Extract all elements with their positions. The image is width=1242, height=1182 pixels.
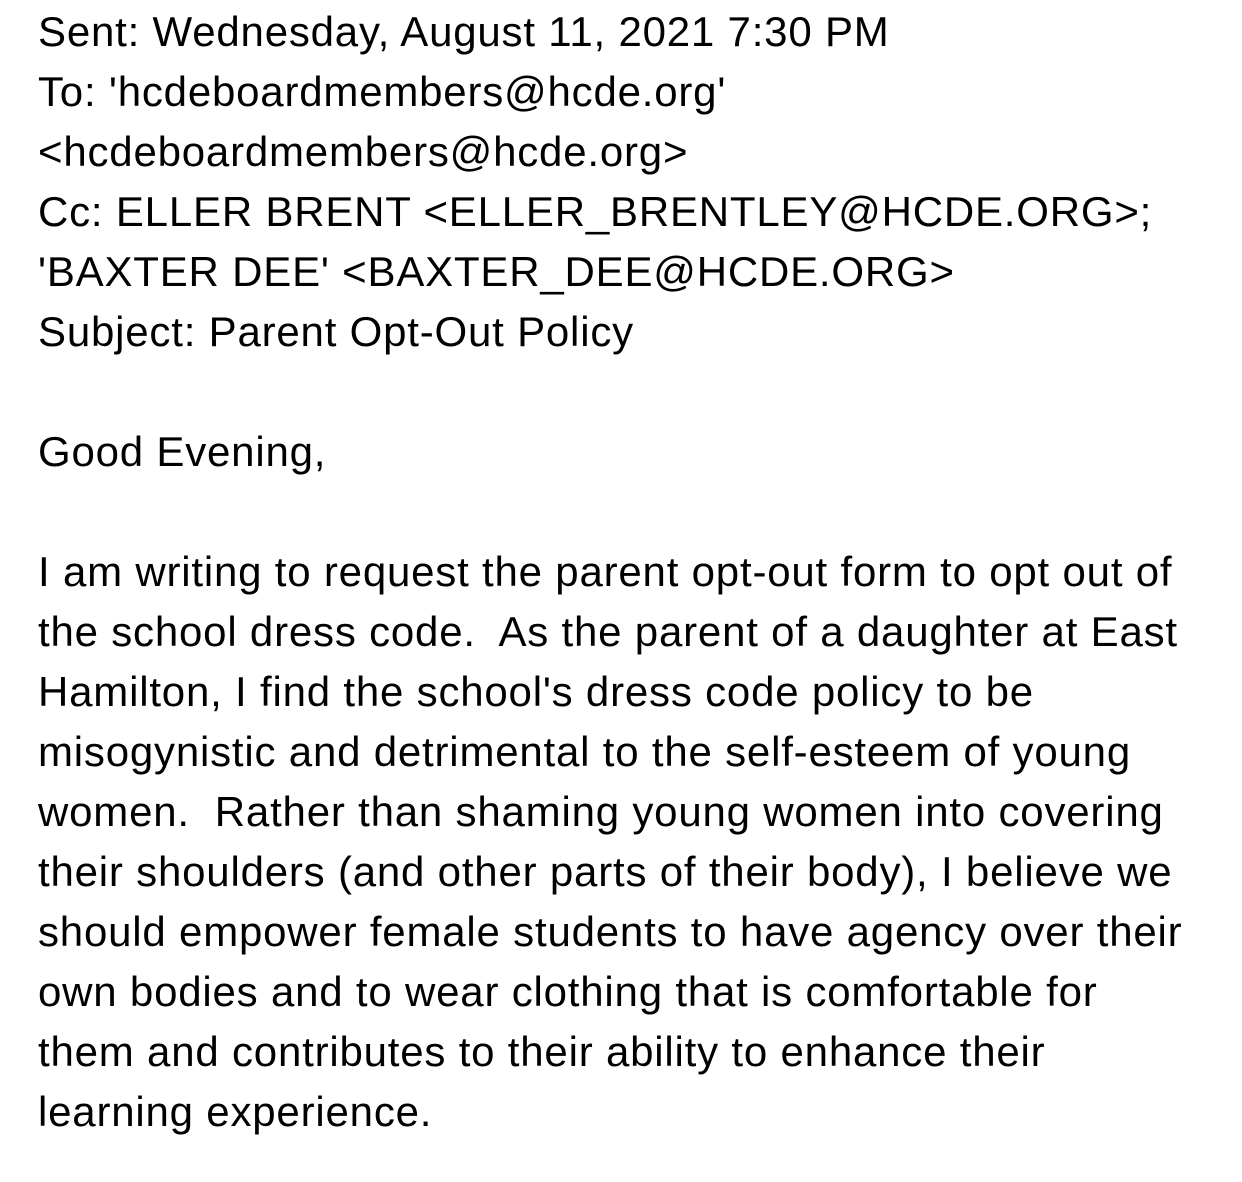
body-paragraph: I am writing to request the parent opt-out form to opt out of the school dress code. As the parent of a daughter at East Hamilton, I find the school's dress code policy to be misogynistic and detrimental to the self-esteem of young women. Rather than shaming young women into covering their shoulders (and other parts of their body), I believe we should empower female students to have agency over their own bodies and to wear clothing that is comfortable for them and contributes to their ability to enhance their learning experience. (38, 548, 1195, 1135)
header-line-to: To: 'hcdeboardmembers@hcde.org' <hcdeboardmembers@hcde.org> (38, 68, 739, 175)
header-line-subject: Subject: Parent Opt-Out Policy (38, 308, 634, 355)
greeting-text: Good Evening, (38, 428, 327, 475)
header-line-cc: Cc: ELLER BRENT <ELLER_BRENTLEY@HCDE.ORG>; 'BAXTER DEE' <BAXTER_DEE@HCDE.ORG> (38, 188, 1165, 295)
header-line-sent: Sent: Wednesday, August 11, 2021 7:30 PM (38, 8, 890, 55)
